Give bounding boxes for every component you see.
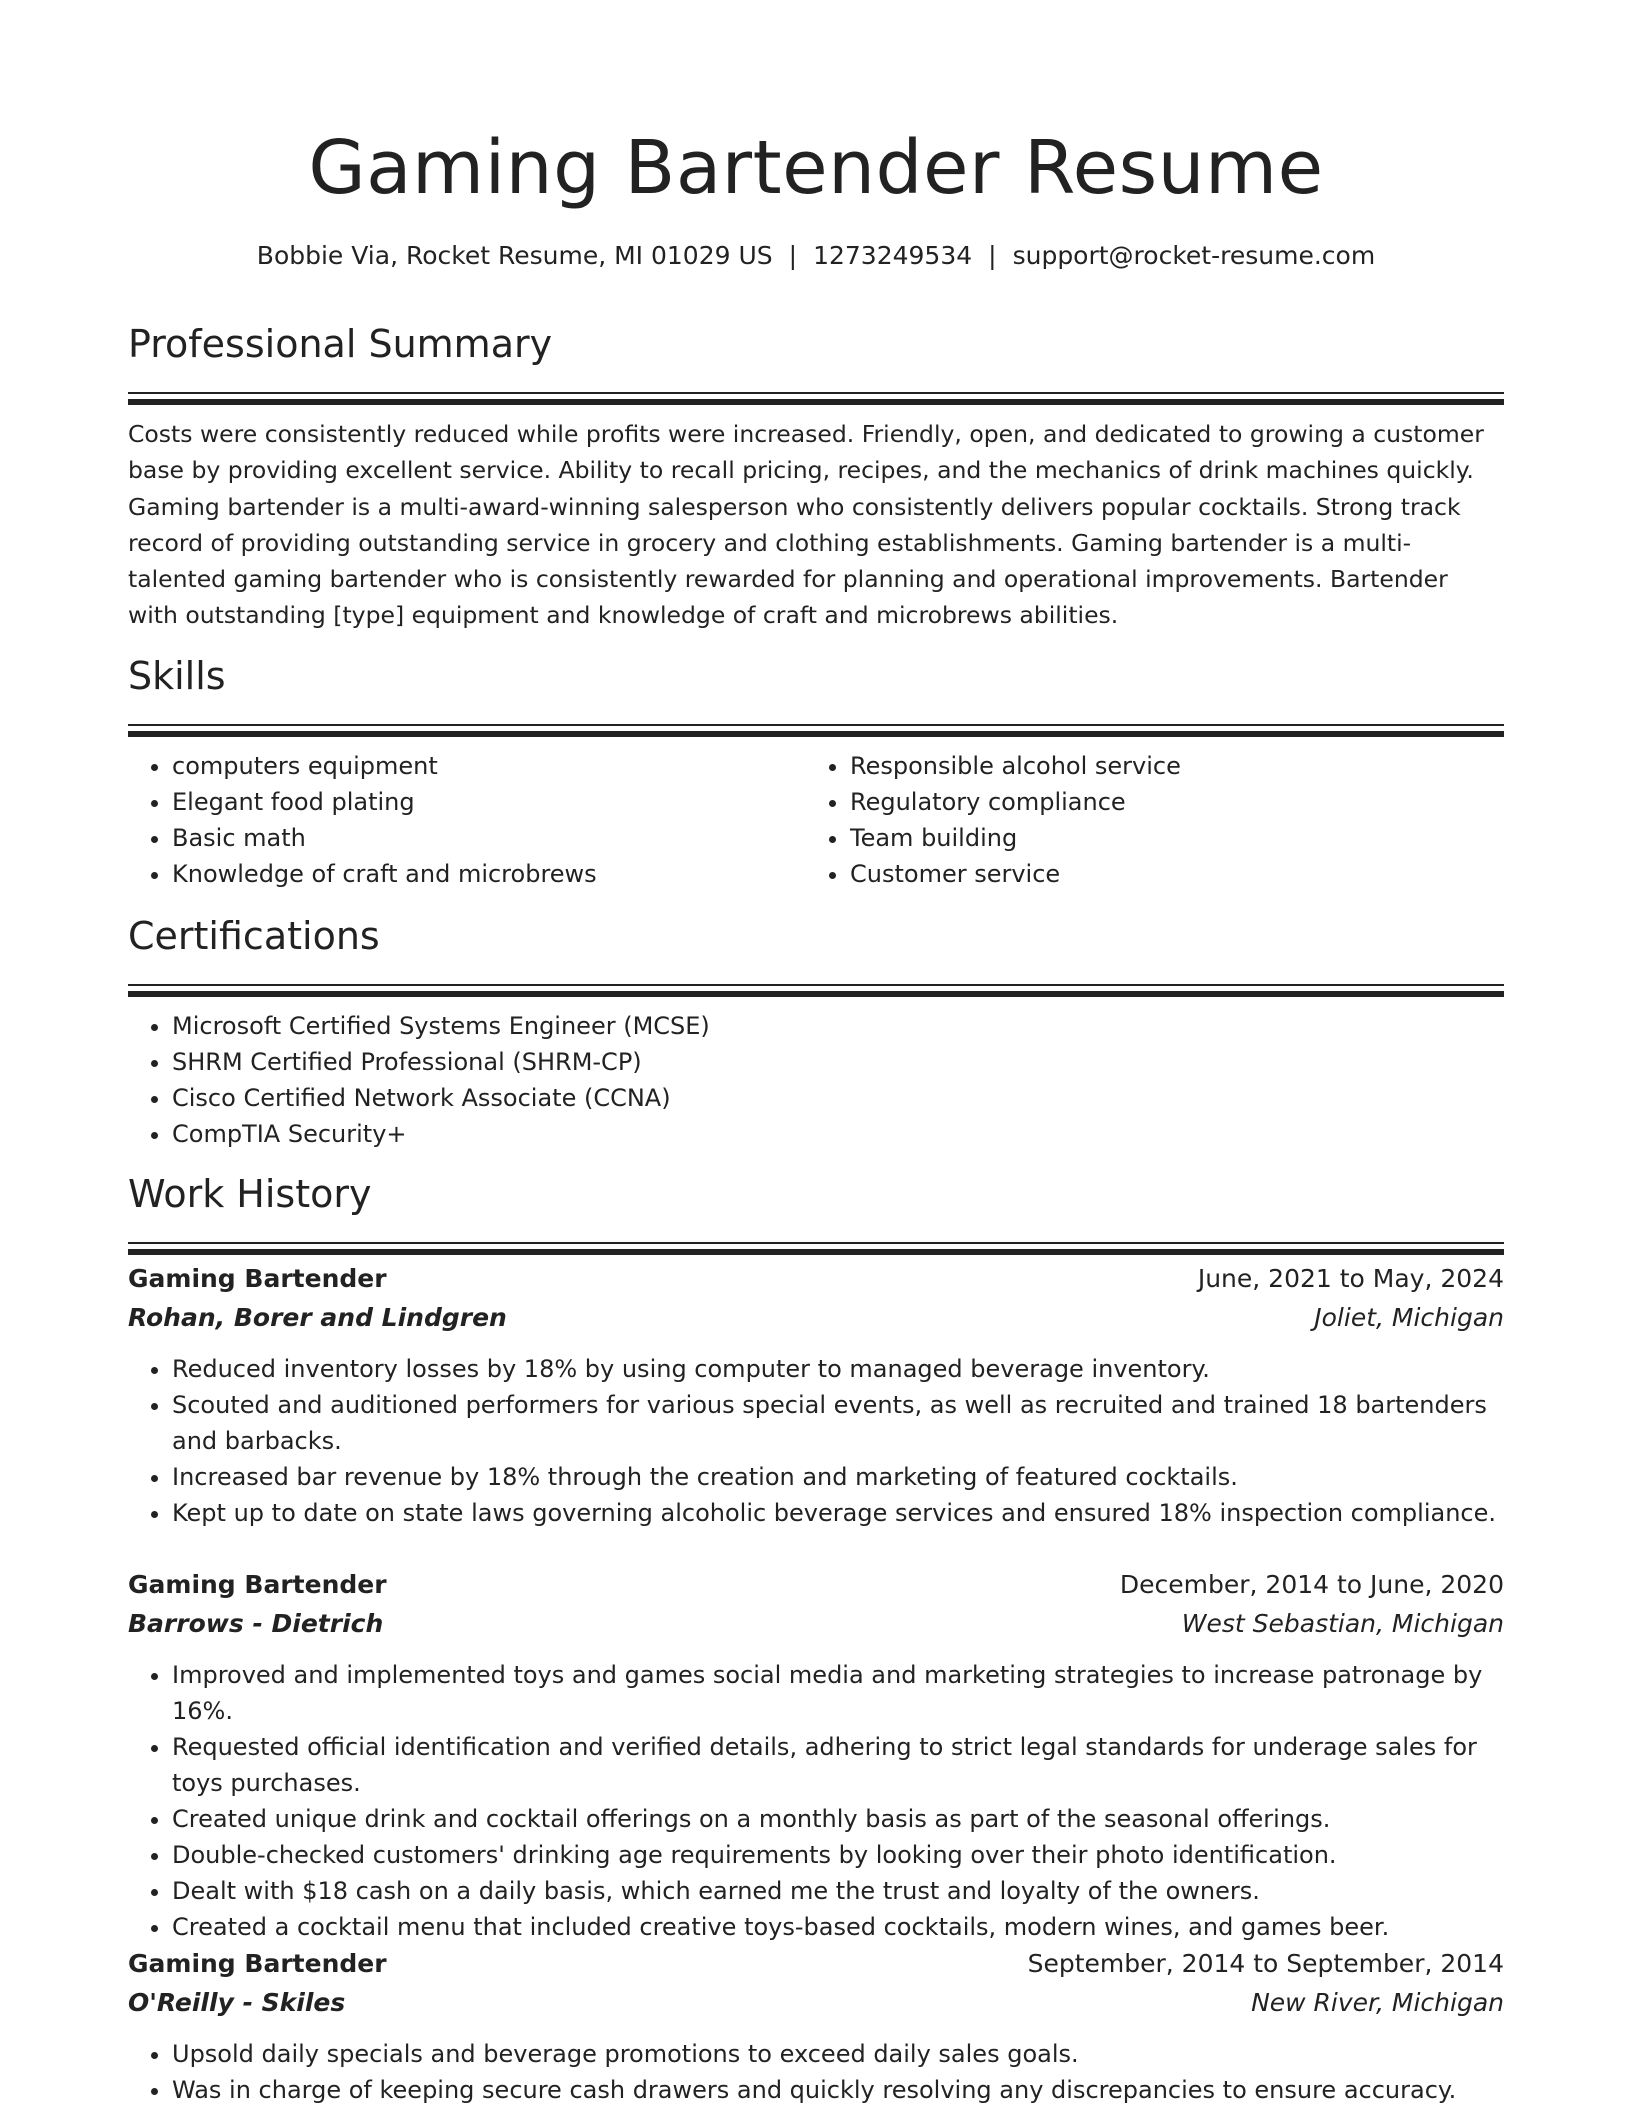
certifications-section <box>128 910 1504 1152</box>
job-company-row <box>128 1298 1504 1337</box>
contact-address: Bobbie Via, Rocket Resume, MI 01029 US <box>256 241 773 270</box>
certification-item: • SHRM Certified Professional (SHRM-CP) <box>172 1044 1504 1080</box>
job-duty: • Scouted and auditioned performers for various special events, as well as recruited and trained 18 bartenders and barbacks. <box>172 1387 1504 1459</box>
resume-title: Gaming Bartender Resume <box>308 125 1324 211</box>
job-header-row <box>128 1565 1504 1604</box>
job-company: O'Reilly - Skiles <box>128 1988 346 2017</box>
work-history-heading: Work History <box>128 1172 372 1216</box>
job-duty: • Increased bar revenue by 18% through the creation and marketing of featured cocktails. <box>172 1459 1504 1495</box>
job-duty: • Created a cocktail menu that included creative toys-based cocktails, modern wines, and games beer. <box>172 1909 1504 1945</box>
skills-column-left <box>128 748 806 892</box>
certifications-list <box>128 1008 1504 1152</box>
job-entry <box>128 1944 1504 2108</box>
job-company: Barrows - Dietrich <box>128 1609 384 1638</box>
contact-line <box>128 238 1504 274</box>
job-duties-list <box>128 1657 1504 1945</box>
job-duty: • Kept up to date on state laws governing alcoholic beverage services and ensured 18% inspection compliance. <box>172 1495 1504 1531</box>
section-divider <box>128 724 1504 737</box>
job-duty: • Upsold daily specials and beverage promotions to exceed daily sales goals. <box>172 2036 1504 2072</box>
job-duty: • Double-checked customers' drinking age requirements by looking over their photo identification. <box>172 1837 1504 1873</box>
summary-section <box>128 318 1504 634</box>
job-duty: • Improved and implemented toys and games social media and marketing strategies to increase patronage by 16%. <box>172 1657 1504 1729</box>
job-location: West Sebastian, Michigan <box>1181 1609 1504 1638</box>
job-title: Gaming Bartender <box>128 1264 387 1293</box>
job-company-row <box>128 1604 1504 1643</box>
skill-item: • Team building <box>850 820 1484 856</box>
job-duties-list <box>128 1351 1504 1531</box>
job-duty: • Reduced inventory losses by 18% by using computer to managed beverage inventory. <box>172 1351 1504 1387</box>
job-duty: • Dealt with $18 cash on a daily basis, which earned me the trust and loyalty of the owners. <box>172 1873 1504 1909</box>
skills-column-right <box>806 748 1484 892</box>
job-location: New River, Michigan <box>1251 1988 1504 2017</box>
job-entry <box>128 1259 1504 1531</box>
job-duty: • Created unique drink and cocktail offerings on a monthly basis as part of the seasonal offerings. <box>172 1801 1504 1837</box>
contact-separator: | <box>788 241 798 270</box>
job-duty: • Requested official identification and verified details, adhering to strict legal standards for underage sales for toys purchases. <box>172 1729 1504 1801</box>
section-divider <box>128 984 1504 997</box>
skill-item: • Knowledge of craft and microbrews <box>172 856 806 892</box>
job-title: Gaming Bartender <box>128 1570 387 1599</box>
job-title: Gaming Bartender <box>128 1949 387 1978</box>
job-entry <box>128 1565 1504 1945</box>
skill-item: • Regulatory compliance <box>850 784 1484 820</box>
certification-item: • CompTIA Security+ <box>172 1116 1504 1152</box>
skill-item: • computers equipment <box>172 748 806 784</box>
job-dates: June, 2021 to May, 2024 <box>1197 1264 1504 1293</box>
skills-heading: Skills <box>128 654 226 698</box>
job-duty: • Was in charge of keeping secure cash drawers and quickly resolving any discrepancies to ensure accuracy. <box>172 2072 1504 2108</box>
job-location: Joliet, Michigan <box>1314 1303 1504 1332</box>
skill-item: • Responsible alcohol service <box>850 748 1484 784</box>
certification-item: • Cisco Certified Network Associate (CCNA) <box>172 1080 1504 1116</box>
certifications-heading: Certifications <box>128 914 380 958</box>
summary-text: Costs were consistently reduced while profits were increased. Friendly, open, and dedicated to growing a customer base by providing excellent service. Ability to recall pricing, recipes, and the mechanics of drink machines quickly. Gaming bartender is a multi-award-winning salesperson who consistently delivers popular cocktails. Strong track record of providing outstanding service in grocery and clothing establishments. Gaming bartender is a multi-talented gaming bartender who is consistently rewarded for planning and operational improvements. Bartender with outstanding [type] equipment and knowledge of craft and microbrews abilities. <box>128 420 1484 630</box>
section-divider <box>128 392 1504 405</box>
job-company-row <box>128 1983 1504 2022</box>
job-dates: December, 2014 to June, 2020 <box>1119 1570 1504 1599</box>
skill-item: • Customer service <box>850 856 1484 892</box>
certification-item: • Microsoft Certified Systems Engineer (MCSE) <box>172 1008 1504 1044</box>
skills-section <box>128 650 1504 892</box>
skill-item: • Basic math <box>172 820 806 856</box>
skills-columns <box>128 748 1504 892</box>
skill-item: • Elegant food plating <box>172 784 806 820</box>
job-company: Rohan, Borer and Lindgren <box>128 1303 507 1332</box>
job-duties-list <box>128 2036 1504 2108</box>
skills-list-left <box>128 748 806 892</box>
contact-email: support@rocket-resume.com <box>1012 241 1376 270</box>
contact-phone: 1273249534 <box>813 241 973 270</box>
skills-list-right <box>806 748 1484 892</box>
job-header-row <box>128 1259 1504 1298</box>
contact-separator: | <box>988 241 997 270</box>
work-history-section <box>128 1168 1504 1255</box>
job-header-row <box>128 1944 1504 1983</box>
summary-heading: Professional Summary <box>128 322 553 366</box>
job-dates: September, 2014 to September, 2014 <box>1027 1949 1504 1978</box>
section-divider <box>128 1242 1504 1255</box>
